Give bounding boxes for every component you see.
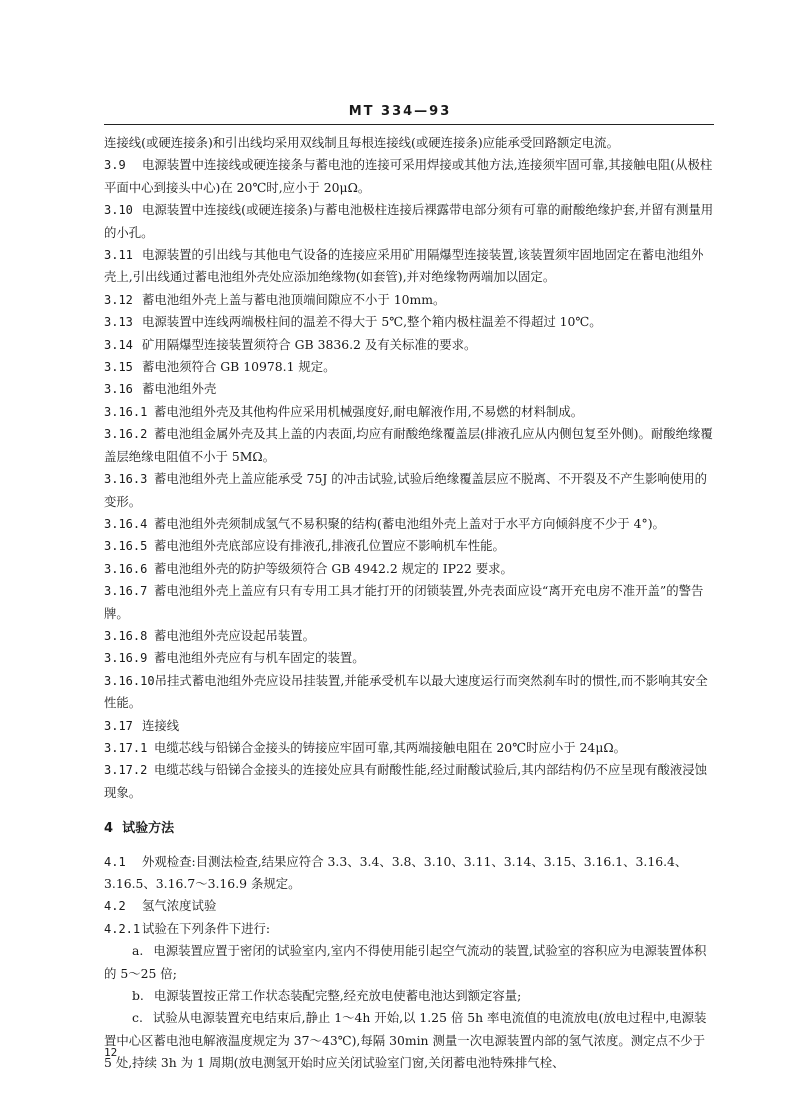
list-item-label: b. [132,988,144,1004]
clause-number: 3.16.4 [104,516,148,531]
clause-number: 3.15 [104,360,133,375]
clause-text: 蓄电池组外壳上盖应有只有专用工具才能打开的闭锁装置,外壳表面应设“离开充电房不准开盖”的警告牌。 [104,583,704,621]
clause-number: 3.16.2 [104,427,148,442]
clause-number: 3.13 [104,315,133,330]
section-number: 4 [104,821,114,837]
clause-paragraph [104,311,714,333]
condition-list [104,940,714,1074]
clause-number: 3.16.3 [104,472,148,487]
clause-number: 3.17.2 [104,763,148,778]
clause-number: 3.12 [104,292,133,307]
clause-paragraph [104,535,714,557]
clause-text: 蓄电池须符合 GB 10978.1 规定。 [142,359,336,375]
clause-paragraph [104,378,714,400]
list-item-text: 电源装置应置于密闭的试验室内,室内不得使用能引起空气流动的装置,试验室的容积应为电源装置体积的 5～25 倍; [104,943,707,981]
clause-text: 试验在下列条件下进行: [142,920,271,936]
clause-text: 电缆芯线与铅锑合金接头的连接处应具有耐酸性能,经过耐酸试验后,其内部结构仍不应呈现有酸液浸蚀现象。 [104,762,708,800]
clauses-section-4 [104,851,714,941]
clause-paragraph [104,356,714,378]
clause-paragraph [104,580,714,625]
clause-number: 3.16.9 [104,651,148,666]
clause-text: 矿用隔爆型连接装置须符合 GB 3836.2 及有关标准的要求。 [142,336,477,352]
clause-paragraph [104,423,714,468]
clause-paragraph [104,334,714,356]
clause-paragraph [104,715,714,737]
clause-text: 吊挂式蓄电池组外壳应设吊挂装置,并能承受机车以最大速度运行而突然刹车时的惯性,而不影响其安全性能。 [104,672,708,711]
list-item [104,1007,714,1074]
clause-number: 3.10 [104,203,133,218]
clause-paragraph [104,918,714,940]
clause-text: 蓄电池组外壳应有与机车固定的装置。 [154,650,365,666]
clause-text: 外观检查:目测法检查,结果应符合 3.3、3.4、3.8、3.10、3.11、3.14、3.15、3.16.1、3.16.4、3.16.5、3.16.7～3.16.9 条规定。 [104,853,688,891]
clause-number: 3.14 [104,337,133,352]
clause-text: 电源装置中连线两端极柱间的温差不得大于 5℃,整个箱内极柱温差不得超过 10℃。 [142,314,602,330]
list-item [104,940,714,985]
clause-text: 电缆芯线与铅锑合金接头的铸接应牢固可靠,其两端接触电阻在 20℃时应小于 24μΩ。 [154,739,627,755]
clause-text: 蓄电池组外壳的防护等级须符合 GB 4942.2 规定的 IP22 要求。 [154,560,513,576]
clause-number: 4.1 [104,854,126,869]
clause-number: 3.16.1 [104,404,148,419]
clause-paragraph [104,244,714,289]
clause-text: 蓄电池组外壳及其他构件应采用机械强度好,耐电解液作用,不易燃的材料制成。 [154,403,584,419]
clause-number: 3.16.7 [104,584,148,599]
clause-text: 蓄电池组外壳应设起吊装置。 [154,627,316,643]
clause-paragraph [104,851,714,896]
clause-text: 蓄电池组金属外壳及其上盖的内表面,均应有耐酸绝缘覆盖层(排液孔应从内侧包复至外侧)。耐酸绝缘覆盖层绝缘电阻值不小于 5MΩ。 [104,426,713,464]
clause-paragraph [104,625,714,647]
clause-number: 3.16.10 [104,673,155,688]
clause-paragraph [104,154,714,199]
clause-text: 蓄电池组外壳须制成氢气不易积聚的结构(蓄电池组外壳上盖对于水平方向倾斜度不少于 4°)。 [154,515,665,531]
clause-number: 3.16.5 [104,539,148,554]
clause-number: 3.11 [104,248,133,263]
section-title: 试验方法 [122,821,175,837]
clause-text: 蓄电池组外壳上盖应能承受 75J 的冲击试验,试验后绝缘覆盖层应不脱离、不开裂及不产生影响使用的变形。 [104,471,707,509]
clause-paragraph [104,401,714,423]
list-item [104,985,714,1007]
clause-text: 连接线 [142,717,180,733]
clause-text: 蓄电池组外壳上盖与蓄电池顶端间隙应不小于 10mm。 [142,291,446,307]
clauses-section-3 [104,132,714,804]
list-item-label: c. [132,1010,143,1026]
clause-paragraph [104,759,714,804]
clause-number: 4.2.1 [104,921,141,936]
clause-text: 氢气浓度试验 [142,898,217,914]
clause-number: 3.16.6 [104,561,148,576]
clause-number: 4.2 [104,899,126,914]
list-item-text: 试验从电源装置充电结束后,静止 1～4h 开始,以 1.25 倍 5h 率电流值的电流放电(放电过程中,电源装置中心区蓄电池电解液温度规定为 37～43℃),每隔 30min 测量一次电源装置内部的氢气浓度。测定点不少于 5 处,持续 3h 为 1 周期(放电测氢开始时应关闭试验室门窗,关闭蓄电池特殊排气栓、 [104,1010,707,1071]
clause-paragraph [104,895,714,917]
clause-text: 电源装置的引出线与其他电气设备的连接应采用矿用隔爆型连接装置,该装置须牢固地固定在蓄电池组外壳上,引出线通过蓄电池组外壳处应添加绝缘物(如套管),并对绝缘物两端加以固定。 [104,247,704,285]
clause-paragraph [104,132,714,154]
clause-paragraph [104,558,714,580]
clause-paragraph [104,289,714,311]
clause-number: 3.16 [104,382,133,397]
clause-paragraph [104,199,714,244]
clause-number: 3.17 [104,718,133,733]
header-rule [104,124,714,125]
clause-paragraph [104,468,714,513]
clause-paragraph [104,513,714,535]
page-number: 12 [104,1046,118,1059]
clause-text: 电源装置中连接线或硬连接条与蓄电池的连接可采用焊接或其他方法,连接须牢固可靠,其接触电阻(从极柱平面中心到接头中心)在 20℃时,应小于 20μΩ。 [104,157,713,195]
clause-paragraph [104,737,714,759]
document-body [104,132,714,1075]
clause-text: 电源装置中连接线(或硬连接条)与蓄电池极柱连接后裸露带电部分须有可靠的耐酸绝缘护套,并留有测量用的小孔。 [104,202,714,240]
section-heading-4 [104,818,714,840]
clause-text: 连接线(或硬连接条)和引出线均采用双线制且每根连接线(或硬连接条)应能承受回路额定电流。 [104,135,619,150]
clause-text: 蓄电池组外壳 [142,381,217,397]
list-item-label: a. [132,943,144,959]
clause-number: 3.16.8 [104,628,148,643]
clause-paragraph [104,670,714,715]
clause-number: 3.9 [104,158,126,173]
clause-paragraph [104,647,714,669]
clause-text: 蓄电池组外壳底部应设有排液孔,排液孔位置应不影响机车性能。 [154,538,505,554]
clause-number: 3.17.1 [104,740,148,755]
page-header-title: MT 334—93 [348,104,452,119]
list-item-text: 电源装置按正常工作状态装配完整,经充放电使蓄电池达到额定容量; [153,988,522,1004]
